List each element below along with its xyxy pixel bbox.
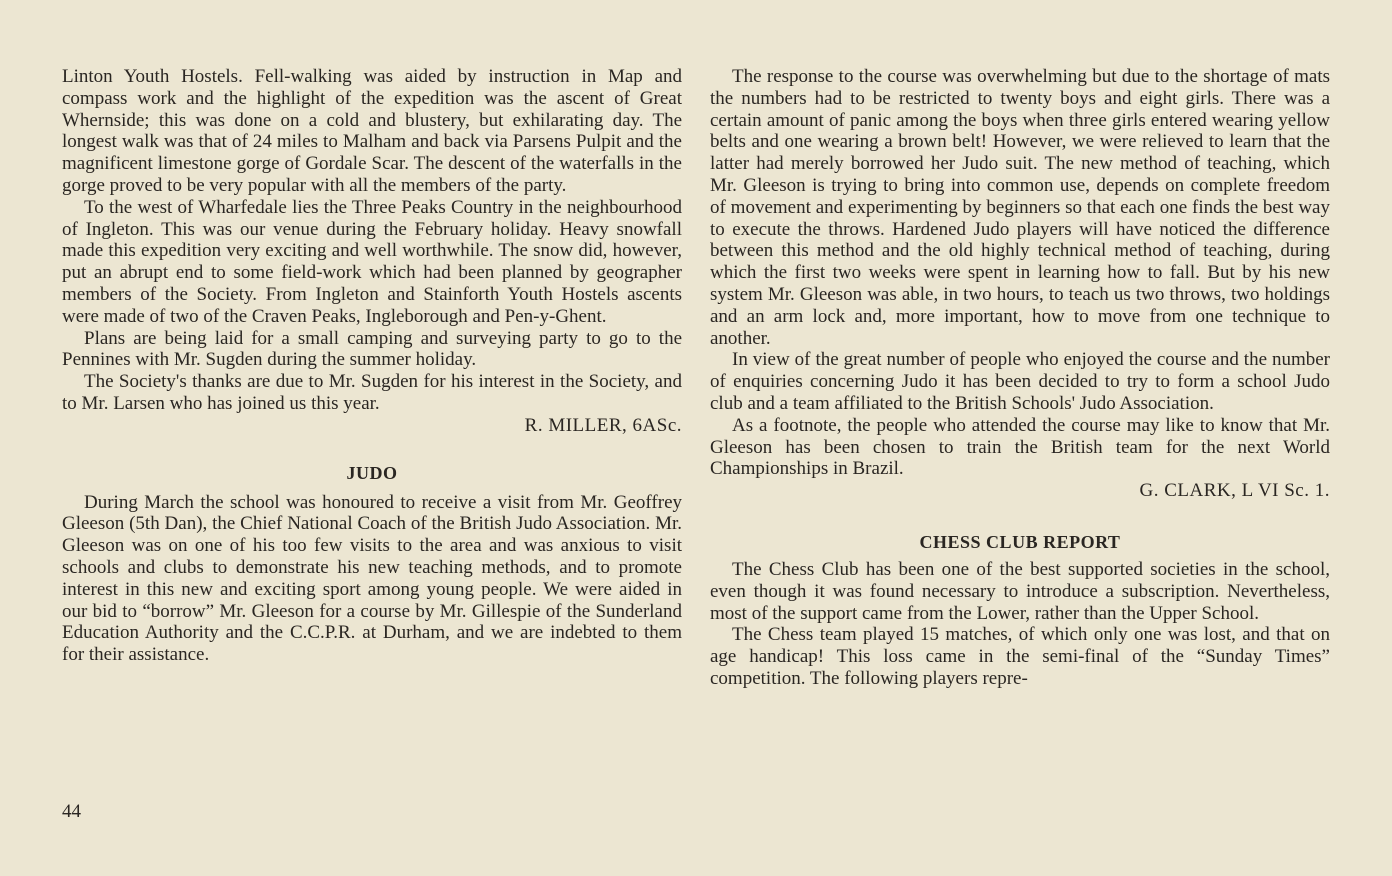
course-response-paragraph: The response to the course was overwhelming but due to the shortage of mats the numbers had to be restricted to twenty boys and eight girls. There was a certain amount of panic among the boys when three girls entered wearing yellow belts and one wearing a brown belt! However, we were relieved to learn that the latter had merely borrowed her Judo suit. The new method of teaching, which Mr. Gleeson is trying to bring into common use, depends on complete freedom of movement and experimenting by beginners so that each one finds the best way to execute the throws. Hardened Judo players will have noticed the difference between this method and the old highly technical method of teaching, during which the first two weeks were spent in learning how to fall. But by his new system Mr. Gleeson was able, in two hours, to teach us two throws, two holdings and an arm lock and, more important, how to move from one technique to another. (710, 66, 1330, 349)
judo-club-paragraph: In view of the great number of people who enjoyed the course and the number of enquiries concerning Judo it has been decided to try to form a school Judo club and a team affiliated to the British Schools' Judo Association. (710, 349, 1330, 414)
signature-miller: R. MILLER, 6ASc. (524, 414, 682, 436)
camping-plans-paragraph: Plans are being laid for a small camping and surveying party to go to the Pennines with Mr. Sugden during the summer holiday. (62, 327, 682, 371)
intro-paragraph: Linton Youth Hostels. Fell-walking was aided by instruction in Map and compass work and the highlight of the expedition was the ascent of Great Whernside; this was done on a cold and blustery, but exhilarating day. The longest walk was that of 24 miles to Malham and back via Parsens Pulpit and the magnificent limestone gorge of Gordale Scar. The descent of the waterfalls in the gorge proved to be very popular with all the members of the party. (62, 66, 682, 196)
left-column (62, 66, 682, 666)
footnote-paragraph: As a footnote, the people who attended the course may like to know that Mr. Gleeson has been chosen to train the British team for the next World Championships in Brazil. (710, 414, 1330, 480)
right-column (710, 66, 1330, 690)
three-peaks-paragraph: To the west of Wharfedale lies the Three Peaks Country in the neighbourhood of Ingleton. This was our venue during the February holiday. Heavy snowfall made this expedition very exciting and well worthwhile. The snow did, however, put an abrupt end to some field-work which had been planned by geographer members of the Society. From Ingleton and Stainforth Youth Hostels ascents were made of two of the Craven Peaks, Ingleborough and Pen-y-Ghent. (62, 196, 682, 327)
chess-club-heading: CHESS CLUB REPORT (919, 531, 1121, 552)
chess-matches-paragraph: The Chess team played 15 matches, of which only one was lost, and that on age handicap! This loss came in the semi-final of the “Sunday Times” competition. The following players repre- (710, 624, 1330, 689)
page-number: 44 (62, 801, 81, 822)
thanks-paragraph: The Society's thanks are due to Mr. Sugden for his interest in the Society, and to Mr. Larsen who has joined us this year. (62, 371, 682, 414)
judo-paragraph: During March the school was honoured to receive a visit from Mr. Geoffrey Gleeson (5th Dan), the Chief National Coach of the British Judo Association. Mr. Gleeson was on one of his too few visits to the area and was anxious to visit schools and clubs to demonstrate his new teaching methods, and to promote interest in this new and exciting sport among young people. We were aided in our bid to “borrow” Mr. Gleeson for a course by Mr. Gillespie of the Sunderland Education Authority and the C.C.P.R. at Durham, and we are indebted to them for their assistance. (62, 491, 682, 666)
chess-support-paragraph: The Chess Club has been one of the best supported societies in the school, even though it was found necessary to introduce a subscription. Nevertheless, most of the support came from the Lower, rather than the Upper School. (710, 558, 1330, 624)
judo-heading: JUDO (346, 462, 398, 483)
signature-clark: G. CLARK, L VI Sc. 1. (1139, 480, 1330, 502)
